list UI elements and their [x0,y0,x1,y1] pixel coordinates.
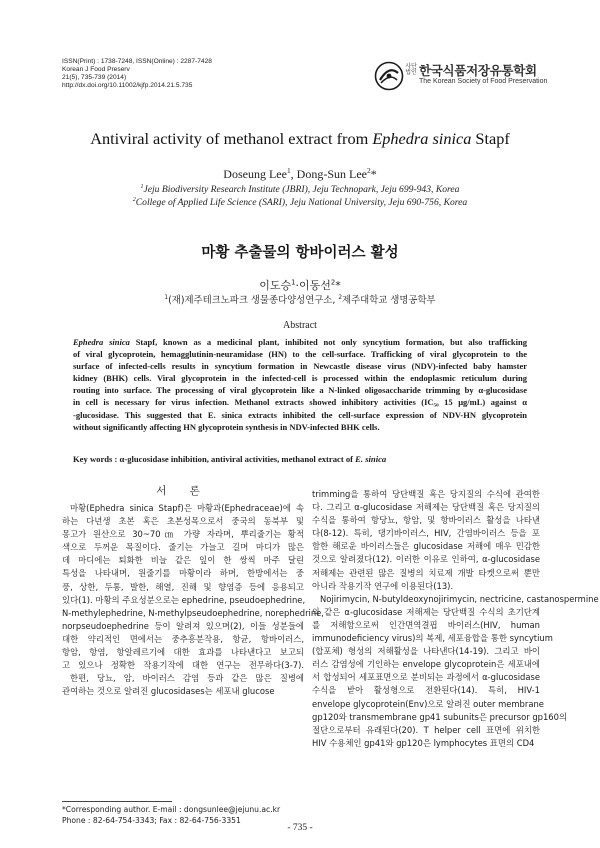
body-text-line: 항암, 항염, 항알레르기에 대한 효과를 나타낸다고 보고되 [62,647,304,658]
body-text-line: 함한 해로운 바이러스들은 glucosidase 저해에 매우 민감한 [312,541,540,552]
abstract-line: kidney (BHK) cells. Viral glycoprotein in the infected-cell is processed within the endoplasmic reticulum during [73,373,527,384]
corresponding-email: *Corresponding author. E-mail : dongsunlee@jejunu.ac.kr [62,805,281,814]
body-text-line: 것으로 알려졌다(12). 이러한 이유로 인하여, α-glucosidase [312,554,540,565]
volume-line: 21(5), 735-739 (2014) [62,74,127,81]
logo-small-text: 사단 법인 [405,64,417,76]
body-text-line: HIV 수용체인 gp41와 gp120은 lymphocytes 표면의 CD4 [312,737,535,748]
body-text-line: 와 같은 α-glucosidase 저해제는 당단백질 수식의 초기단계 [312,606,540,617]
body-text-line: (합포체) 형성의 저해활성을 나타낸다(14-19). 그리고 바이 [312,646,540,657]
korean-author-list: 이도승$^1$·이동선$^2$* [259,278,341,292]
right-column [312,488,599,750]
body-text-line: 마황(Ephedra sinica Stapf)은 마황과(Ephedraceae)에 속 [70,503,304,513]
abstract-line: surface of infected-cells results in syncytium formation in Newcastle disease virus (NDV)-infected baby hamster [73,361,527,372]
body-text-line: 데 마디에는 퇴화한 비늘 같은 잎이 한 쌍씩 마주 달린 [62,555,304,566]
society-emblem-icon [374,61,404,91]
body-text-line: 고 있으나 정확한 작용기작에 대한 연구는 전무하다(3-7). [62,660,304,671]
abstract-line: of viral glycoprotein, hemagglutinin-neuramidase (HN) to the cell-surface. Trafficking of viral glycoprotein to the [73,349,527,360]
body-text-line: 를 저해함으로써 인간면역결핍 바이러스(HIV, human [312,619,540,630]
abstract-line: routing into surface. The processing of viral glycoprotein like a N-linked oligosaccharide trimming by α-glucosidase [73,385,527,396]
body-text-line: 하는 다년생 초본 혹은 초본성목으로서 중국의 동북부 및 [62,516,304,527]
korean-affiliations: $^1$(재)제주테크노파크 생물종다양성연구소, $^2$제주대학교 생명공학부 [164,294,436,306]
journal-name: Korean J Food Preserv [62,66,130,73]
body-text-line: 한편, 당뇨, 암, 바이러스 감염 등과 같은 많은 질병에 [70,673,304,684]
body-text-line: 색으로 두꺼운 목질이다. 줄기는 가늘고 길며 마디가 많은 [62,542,304,553]
paper-title: Antiviral activity of methanol extract from Ephedra sinica Stapf [90,129,510,148]
journal-meta [62,58,322,90]
section-heading-introduction: 서 론 [156,485,210,497]
abstract-heading: Abstract [283,320,317,331]
abstract-line: -glucosidase. This suggested that E. sinica extracts inhibited the cell-surface expression of NDV-HN glycoprotein [73,409,527,420]
corresponding-phone: Phone : 82-64-754-3343; Fax : 82-64-756-3351 [62,815,241,825]
affiliation-2: $^2$College of Applied Life Science (SARI), Jeju National University, Jeju 690-756, Korea [132,196,468,208]
body-text-line: 서 합성되어 세포표면으로 분비되는 과정에서 α-glucosidase [312,672,540,683]
body-text-line: 다(8-12). 특히, 댕기바이러스, HIV, 간염바이러스 등을 포 [312,528,540,539]
body-text-line: 수식을 통하여 항당뇨, 항암, 및 항바이러스 활성을 나타낸 [312,515,540,526]
body-text-line: Nojirimycin, N-butyldeoxynojirimycin, nectricine, castanospermine [320,593,599,604]
body-text-line: 다. 그리고 α-glucosidase 저해제는 당단백질 혹은 당지질의 [312,502,540,513]
body-text-line: 러스 감염성에 기인하는 envelope glycoprotein은 세포내에 [312,659,540,670]
body-text-line: 절단으로부터 유래된다(20). T helper cell 표면에 위치한 [312,724,540,735]
abstract-body [73,336,527,433]
body-text-line: envelope glycoprotein(Env)으로 알려진 outer membrane [312,698,544,709]
issn-line: ISSN(Print) : 1738-7248, ISSN(Online) : 2287-7428 [62,58,212,65]
body-text-line: 수식을 받아 활성형으로 전환된다(14). 특히, HIV-1 [312,685,540,696]
body-text-line: 저해제는 관련된 많은 질병의 치료제 개발 타켓으로써 뿐만 [312,567,540,578]
left-column [62,502,324,698]
logo-korean-name: 한국식품저장유통학회 [419,63,537,78]
body-text-line: gp120와 transmembrane gp41 subunits은 precursor gp160의 [312,711,568,722]
author-list: Doseung Lee$^1$, Dong-Sun Lee$^2$* [223,166,377,181]
body-text-line: trimming을 통하여 당단백질 혹은 당지질의 수식에 관여한 [312,489,540,499]
body-text-line: 몽고가 원산으로 30~70㎝ 가량 자라며, 뿌리줄기는 황적 [62,529,304,540]
abstract-line: in cell is necessary for virus infection. Methanol extracts showed inhibitory activities (IC₅₀ 15 μg/mL) against α [73,397,527,408]
footnote-divider [62,801,172,802]
body-text-line: N-methylephedrine, N-methylpseudoephedrine, norephedrine, [62,607,324,618]
body-text-line: 특성을 나타내며, 원줄기를 마황이라 하며, 한방에서는 중 [62,568,304,579]
page-number: - 735 - [287,823,313,833]
korean-title: 마황 추출물의 항바이러스 활성 [201,245,399,261]
body-text-line: 대한 약리적인 면에서는 중추흥분작용, 항균, 항바이러스, [62,633,304,644]
keywords: Key words : α-glucosidase inhibition, antiviral activities, methanol extract of E. sinica [73,454,387,464]
abstract-line: without significantly affecting HN glycoprotein synthesis in NDV-infected BHK cells. [73,421,380,432]
logo-english-name: The Korean Society of Food Preservation [419,78,548,85]
society-logo [374,61,554,93]
body-text-line: 관여하는 것으로 알려진 glucosidases는 세포내 glucose [62,686,275,697]
body-text-line: immunodeficiency virus)의 복제, 세포융합을 통한 syncytium [312,633,553,644]
body-text-line: 풍, 상한, 두통, 발한, 해열, 진해 및 향염증 등에 응용되고 [62,581,304,592]
affiliation-1: $^1$Jeju Biodiversity Research Institute (JBRI), Jeju Technopark, Jeju 699-943, Korea [140,183,460,195]
body-text-line: norpseudoephedrine 등이 알려져 있으며(2), 이들 성분들에 [62,620,304,631]
doi-link[interactable]: http://dx.doi.org/10.11002/kjfp.2014.21.5.735 [62,82,193,89]
body-text-line: 있다(1). 마황의 주요성분으로는 ephedrine, pseudoephedrine, [62,594,306,605]
body-text-line: 아니라 작용기작 연구에 이용된다(13). [312,580,454,591]
abstract-line: Ephedra sinica Stapf, known as a medicinal plant, inhibited not only syncytium formation, but also trafficking [73,337,527,347]
